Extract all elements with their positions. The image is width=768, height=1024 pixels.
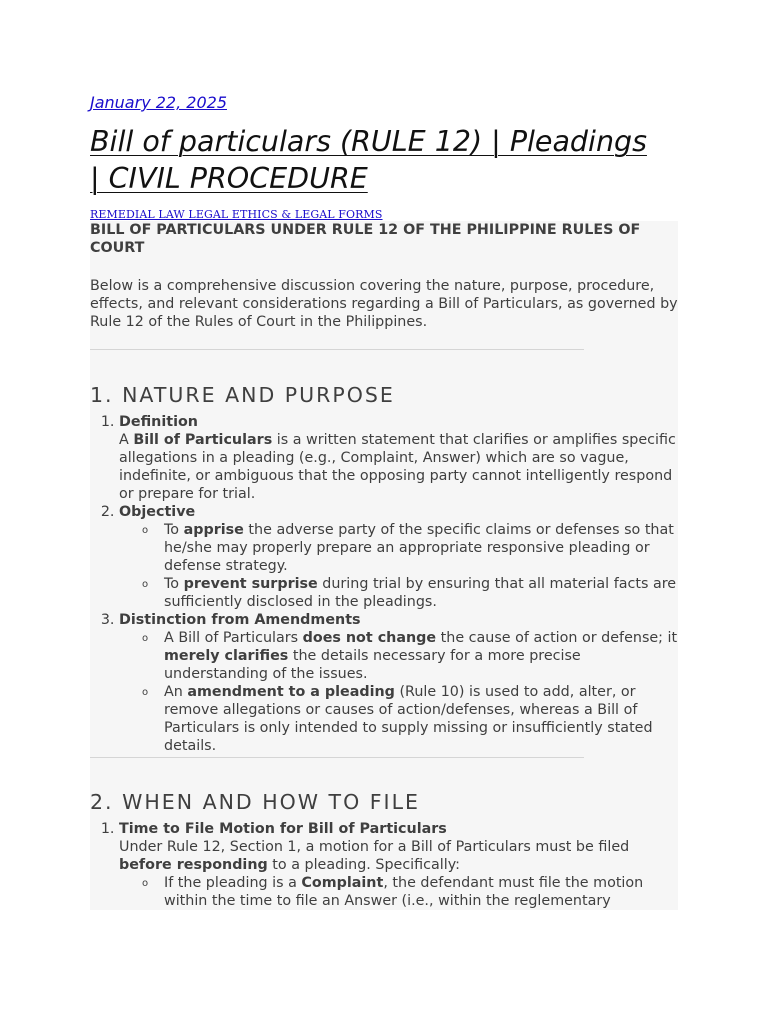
blog-post [90, 93, 680, 910]
item-title: 2. Objective [119, 504, 196, 520]
sub-list-item [142, 575, 678, 611]
circle-bullet-icon: o [142, 633, 149, 644]
item-body [119, 431, 678, 503]
bold-run: before responding [119, 857, 268, 873]
objective-sublist [119, 521, 678, 611]
post-title[interactable]: Bill of particulars (RULE 12) | Pleadings | CIVIL PROCEDURE [90, 125, 647, 195]
text-run: during trial by ensuring that all material facts are sufficiently disclosed in the pleadings. [164, 576, 677, 610]
bold-run: apprise [183, 522, 244, 538]
bold-run: does not change [302, 630, 437, 646]
section-heading-nature-purpose: 1. NATURE AND PURPOSE [90, 383, 395, 407]
text-run: the details necessary for a more precise understanding of the issues. [164, 648, 581, 682]
distinction-sublist [119, 629, 678, 755]
article-intro: Below is a comprehensive discussion covering the nature, purpose, procedure, effects, and relevant considerations regarding a Bill of Particulars, as governed by Rule 12 of the Rules of Court in the Philippines. [90, 278, 678, 330]
circle-bullet-icon: o [142, 878, 149, 889]
section-divider [90, 349, 584, 350]
circle-bullet-icon: o [142, 579, 149, 590]
item-title: 1. Time to File Motion for Bill of Particulars [119, 821, 447, 837]
nature-purpose-list [90, 413, 678, 755]
list-item-definition [119, 413, 678, 503]
bold-run: prevent surprise [183, 576, 318, 592]
text-run: A [119, 432, 134, 448]
list-item-distinction [119, 611, 678, 755]
text-run: An [164, 684, 188, 700]
sub-list-item [142, 521, 678, 575]
text-run: A Bill of Particulars [164, 630, 303, 646]
text-run: To [164, 576, 184, 592]
circle-bullet-icon: o [142, 525, 149, 536]
list-item-objective [119, 503, 678, 611]
article-body [90, 221, 678, 910]
text-run: is a written statement that clarifies or amplifies specific allegations in a pleading (e.g., Complaint, Answer) which are so vague, indefinite, or ambiguous that the opposing party cannot intelligently respond or prepare for trial. [119, 432, 676, 502]
sub-list-item [142, 629, 678, 683]
item-body [119, 838, 678, 874]
bold-run: amendment to a pleading [187, 684, 395, 700]
bold-run: Complaint [301, 875, 384, 891]
item-title: 3. Distinction from Amendments [119, 612, 361, 628]
circle-bullet-icon: o [142, 687, 149, 698]
section-heading-when-how: 2. WHEN AND HOW TO FILE [90, 790, 420, 814]
section-divider [90, 757, 584, 758]
bold-run: Bill of Particulars [133, 432, 273, 448]
list-item-time-to-file [119, 820, 678, 910]
when-how-list [90, 820, 678, 910]
text-run: If the pleading is a [164, 875, 302, 891]
text-run: (Rule 10) is used to add, alter, or remove allegations or causes of action/defenses, whereas a Bill of Particulars is only intended to supply missing or insufficiently stated details. [164, 684, 653, 754]
bold-run: merely clarifies [164, 648, 289, 664]
item-title: 1. Definition [119, 414, 198, 430]
post-category-link[interactable]: REMEDIAL LAW LEGAL ETHICS & LEGAL FORMS [90, 208, 383, 221]
article-heading: BILL OF PARTICULARS UNDER RULE 12 OF THE PHILIPPINE RULES OF COURT [90, 222, 641, 256]
text-run: the adverse party of the specific claims or defenses so that he/she may properly prepare an appropriate responsive pleading or defense strategy. [164, 522, 674, 574]
text-run: Under Rule 12, Section 1, a motion for a Bill of Particulars must be filed [119, 839, 630, 855]
text-run: To [164, 522, 184, 538]
text-run: to a pleading. Specifically: [267, 857, 460, 873]
sub-list-item [142, 874, 678, 910]
post-date-link[interactable]: January 22, 2025 [90, 93, 227, 112]
text-run: , the defendant must file the motion within the time to file an Answer (i.e., within the reglementary [164, 875, 644, 909]
sub-list-item [142, 683, 678, 755]
time-to-file-sublist [119, 874, 678, 910]
text-run: the cause of action or defense; it [436, 630, 678, 646]
